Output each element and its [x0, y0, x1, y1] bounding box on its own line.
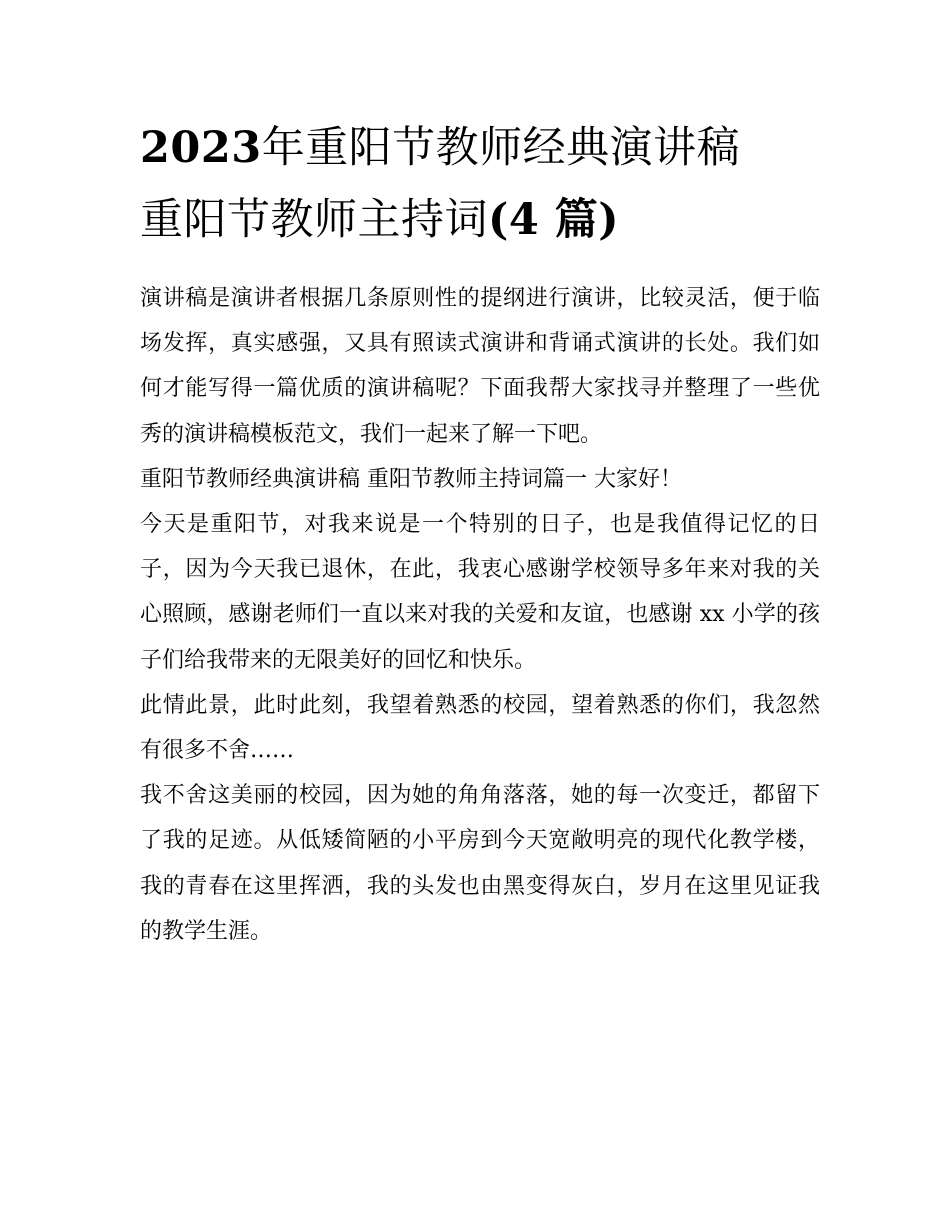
- document-body: [140, 276, 820, 954]
- title-count: (4 篇): [488, 195, 620, 245]
- intro-paragraph: 演讲稿是演讲者根据几条原则性的提纲进行演讲，比较灵活，便于临场发挥，真实感强，又具有照读式演讲和背诵式演讲的长处。我们如何才能写得一篇优质的演讲稿呢？下面我帮大家找寻并整理了一些优秀的演讲稿模板范文，我们一起来了解一下吧。: [140, 286, 820, 447]
- body-paragraph: 此情此景，此时此刻，我望着熟悉的校园，望着熟悉的你们，我忽然有很多不舍……: [140, 692, 820, 764]
- document-title: [140, 112, 820, 256]
- title-line1-text: 年重阳节教师经典演讲稿: [261, 123, 741, 173]
- body-paragraph: 今天是重阳节，对我来说是一个特别的日子，也是我值得记忆的日子，因为今天我已退休，在此，我衷心感谢学校领导多年来对我的关心照顾，感谢老师们一直以来对我的关爱和友谊，也感谢 xx 小学的孩子们给我带来的无限美好的回忆和快乐。: [140, 512, 820, 673]
- section-heading: 重阳节教师经典演讲稿 重阳节教师主持词篇一 大家好！: [140, 466, 682, 492]
- title-year: 2023: [140, 123, 262, 173]
- title-line2-text: 重阳节教师主持词: [140, 195, 488, 245]
- body-paragraph: 我不舍这美丽的校园，因为她的角角落落，她的每一次变迁，都留下了我的足迹。从低矮简陋的小平房到今天宽敞明亮的现代化教学楼，我的青春在这里挥洒，我的头发也由黑变得灰白，岁月在这里见证我的教学生涯。: [140, 783, 820, 944]
